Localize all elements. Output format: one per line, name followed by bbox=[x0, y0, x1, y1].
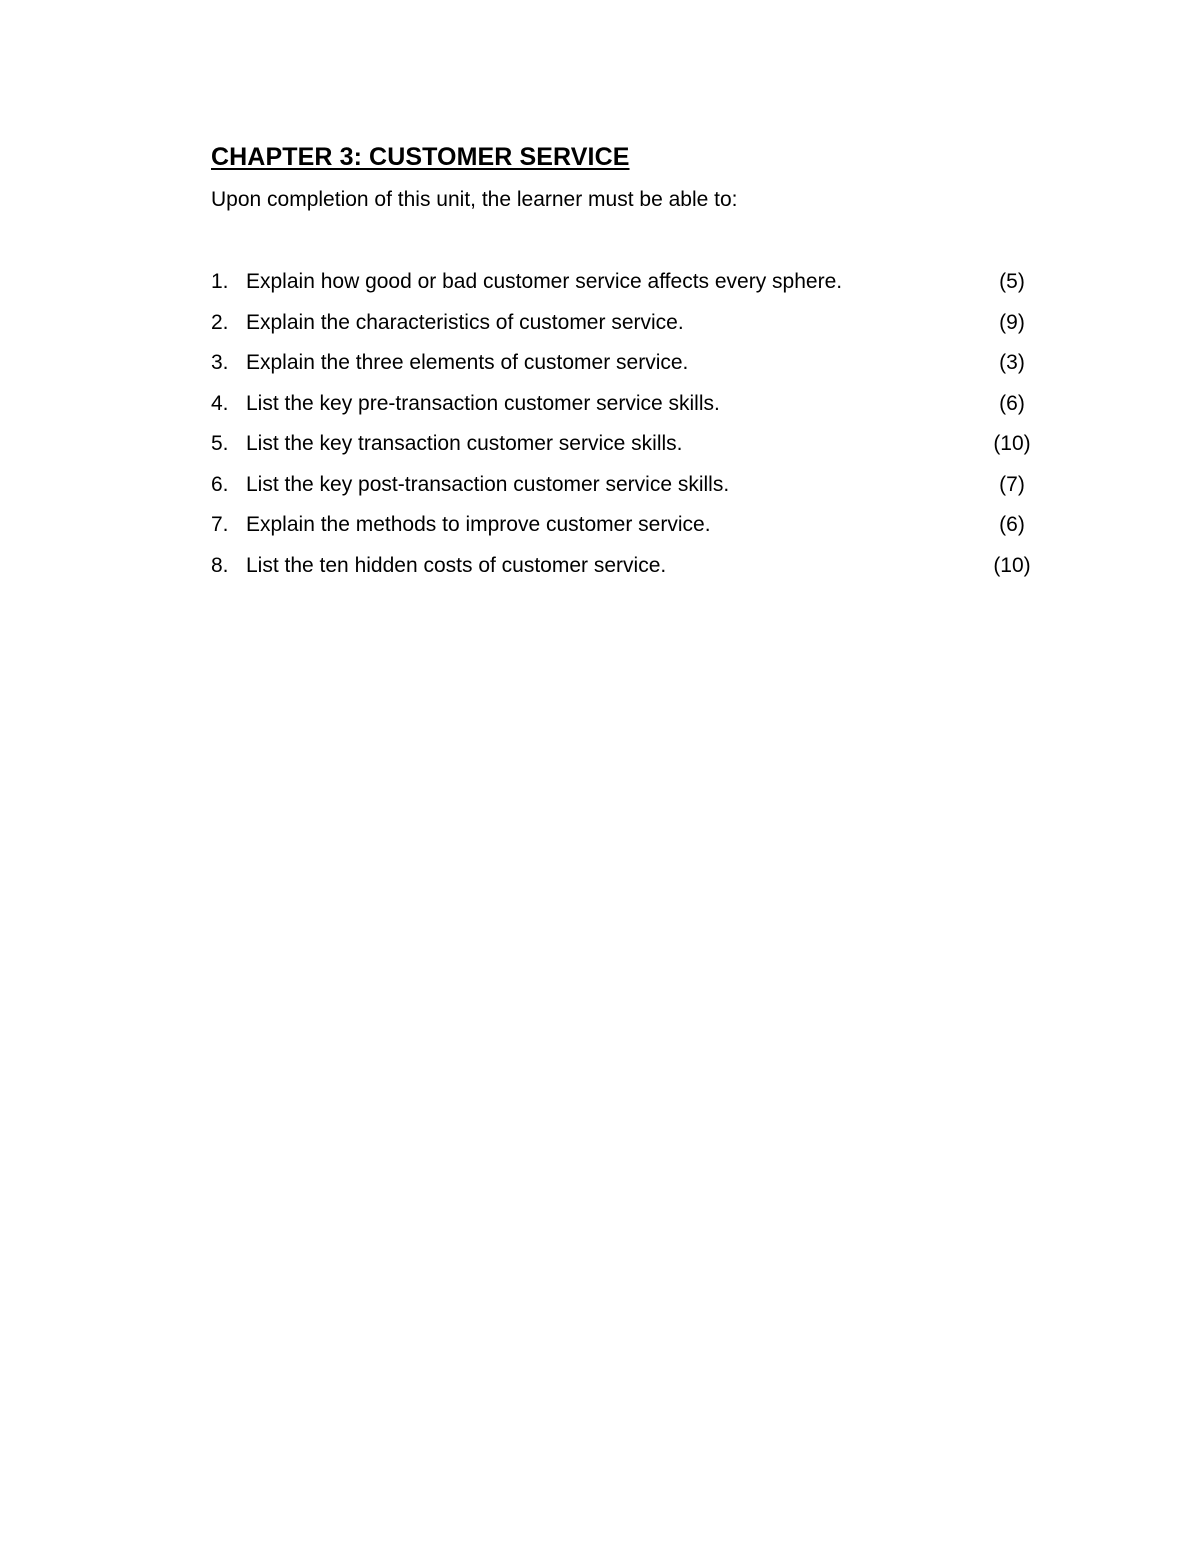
objective-number: 5. bbox=[211, 432, 229, 455]
objective-number: 4. bbox=[211, 391, 229, 415]
objective-text: List the key post-transaction customer service skills. bbox=[246, 472, 730, 496]
objective-item bbox=[211, 471, 1051, 512]
objective-item bbox=[211, 552, 1051, 593]
objective-number: 6. bbox=[211, 472, 229, 496]
chapter-title: CHAPTER 3: CUSTOMER SERVICE bbox=[211, 143, 630, 171]
intro-text: Upon completion of this unit, the learner must be able to: bbox=[211, 188, 738, 211]
objective-marks: (10) bbox=[993, 432, 1031, 455]
learning-objectives-list bbox=[211, 268, 1051, 592]
objective-marks: (10) bbox=[993, 553, 1031, 577]
objective-marks: (9) bbox=[999, 310, 1025, 334]
objective-marks: (5) bbox=[999, 270, 1025, 293]
objective-text: Explain the characteristics of customer service. bbox=[246, 310, 684, 334]
objective-item bbox=[211, 511, 1051, 552]
document-content bbox=[211, 140, 1051, 592]
objective-number: 1. bbox=[211, 270, 229, 293]
objective-item bbox=[211, 309, 1051, 350]
objective-item bbox=[211, 268, 1051, 309]
objective-item bbox=[211, 349, 1051, 390]
objective-text: Explain how good or bad customer service affects every sphere. bbox=[246, 270, 843, 293]
objective-text: List the key transaction customer service skills. bbox=[246, 432, 683, 455]
objective-number: 2. bbox=[211, 310, 229, 334]
objective-marks: (6) bbox=[999, 391, 1025, 415]
objective-text: Explain the methods to improve customer service. bbox=[246, 513, 711, 536]
objective-item bbox=[211, 430, 1051, 471]
objective-number: 3. bbox=[211, 351, 229, 374]
objective-text: Explain the three elements of customer service. bbox=[246, 351, 689, 374]
objective-item bbox=[211, 390, 1051, 431]
objective-marks: (6) bbox=[999, 513, 1025, 536]
objective-marks: (7) bbox=[999, 472, 1025, 496]
objective-marks: (3) bbox=[999, 351, 1025, 374]
objective-text: List the ten hidden costs of customer service. bbox=[246, 553, 667, 577]
objective-number: 8. bbox=[211, 553, 229, 577]
objective-number: 7. bbox=[211, 513, 229, 536]
objective-text: List the key pre-transaction customer service skills. bbox=[246, 391, 720, 415]
